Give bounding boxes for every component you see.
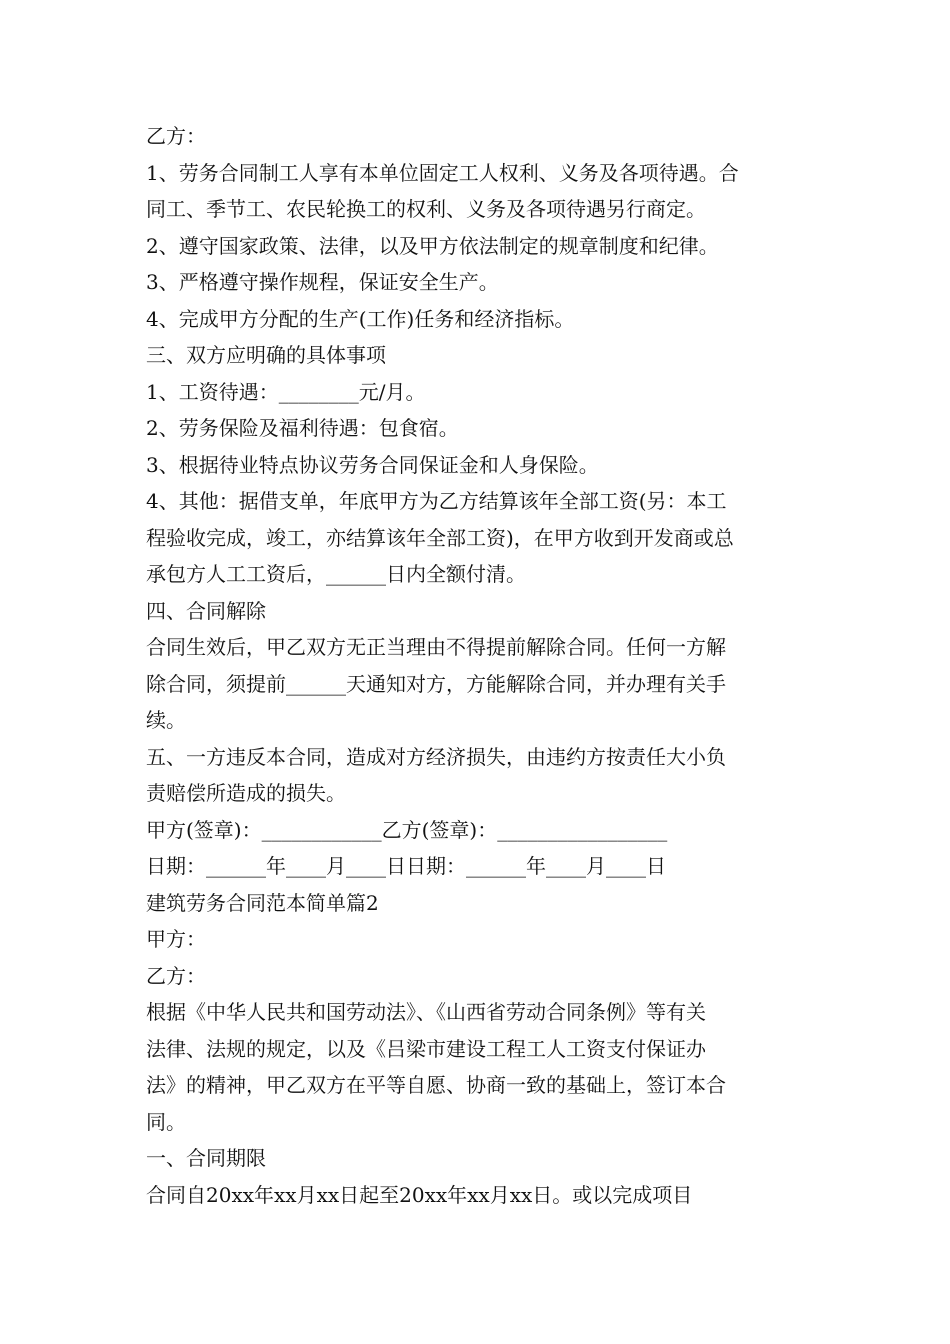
text-line: 1、劳务合同制工人享有本单位固定工人权利、义务及各项待遇。合 [146, 160, 739, 185]
text-line: 同工、季节工、农民轮换工的权利、义务及各项待遇另行商定。 [146, 197, 706, 221]
text-line: 合同自20xx年xx月xx日起至20xx年xx月xx日。或以完成项目 [146, 1182, 693, 1207]
text-line: 4、其他：据借支单，年底甲方为乙方结算该年全部工资(另：本工 [146, 489, 727, 513]
text-line: 3、根据待业特点协议劳务合同保证金和人身保险。 [146, 452, 599, 477]
text-line: 法》的精神，甲乙双方在平等自愿、协商一致的基础上，签订本合 [146, 1073, 726, 1097]
date-line: 日期：______年____月____日日期：______年____月____日 [146, 854, 666, 878]
document-title: 建筑劳务合同范本简单篇2 [146, 890, 379, 915]
text-line: 法律、法规的规定，以及《吕梁市建设工程工人工资支付保证办 [146, 1036, 706, 1061]
section-heading: 四、合同解除 [146, 598, 266, 623]
section-heading: 五、一方违反本合同，造成对方经济损失，由违约方按责任大小负 [146, 744, 726, 769]
document-body [146, 118, 816, 1213]
text-line: 2、遵守国家政策、法律，以及甲方依法制定的规章制度和纪律。 [146, 233, 719, 258]
signature-line: 甲方(签章)：____________乙方(签章)：_________________ [146, 817, 668, 842]
text-line: 1、工资待遇：________元/月。 [146, 379, 426, 404]
text-line: 4、完成甲方分配的生产(工作)任务和经济指标。 [146, 306, 575, 331]
text-line: 除合同，须提前______天通知对方，方能解除合同，并办理有关手 [146, 671, 726, 696]
text-line: 2、劳务保险及福利待遇：包食宿。 [146, 416, 459, 440]
text-line: 3、严格遵守操作规程，保证安全生产。 [146, 270, 499, 294]
section-heading: 三、双方应明确的具体事项 [146, 343, 386, 367]
text-line: 合同生效后，甲乙双方无正当理由不得提前解除合同。任何一方解 [146, 635, 726, 659]
text-line: 程验收完成，竣工，亦结算该年全部工资)，在甲方收到开发商或总 [146, 525, 734, 550]
text-line: 承包方人工工资后，______日内全额付清。 [146, 562, 526, 586]
text-line: 续。 [146, 708, 186, 732]
text-line: 同。 [146, 1109, 186, 1134]
section-heading: 一、合同期限 [146, 1146, 266, 1170]
text-line: 责赔偿所造成的损失。 [146, 781, 346, 805]
text-line: 根据《中华人民共和国劳动法》、《山西省劳动合同条例》等有关 [146, 1000, 706, 1024]
text-line: 乙方： [146, 124, 206, 148]
party-a-label: 甲方： [146, 927, 206, 951]
party-b-label: 乙方： [146, 963, 206, 988]
